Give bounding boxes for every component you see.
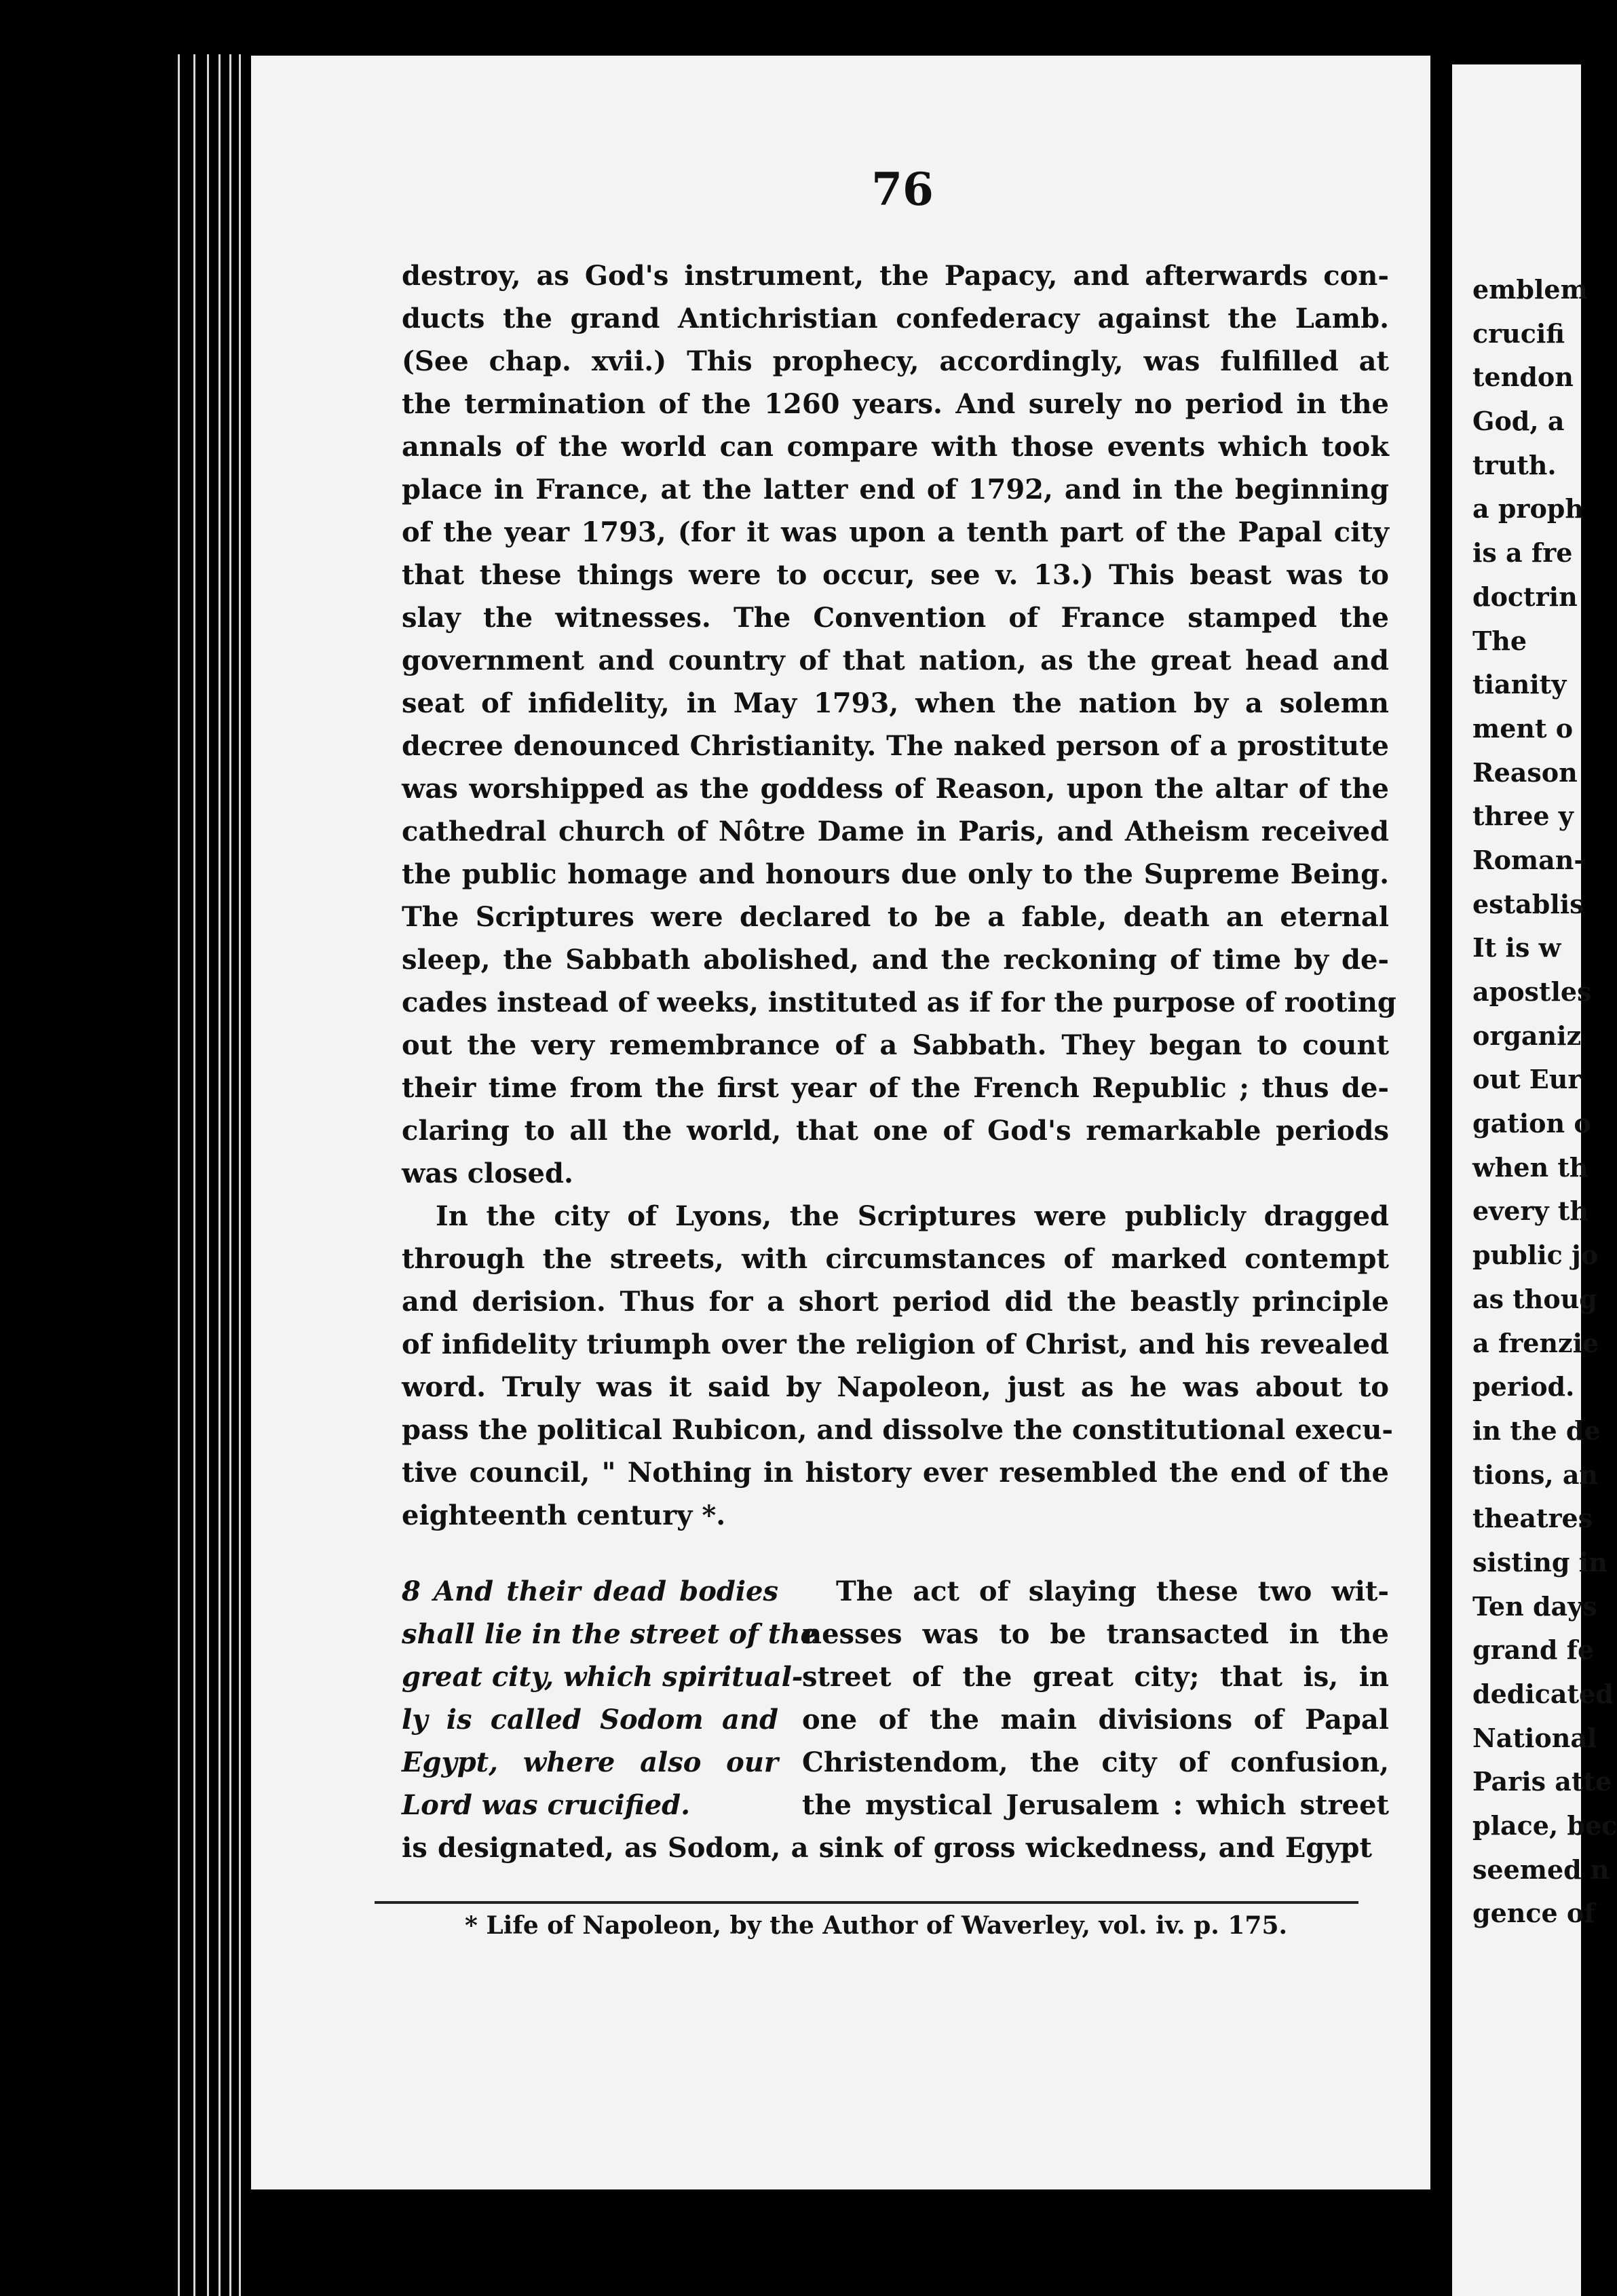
facing-line: tianity xyxy=(1472,669,1567,700)
paragraph-1 xyxy=(402,254,1396,1195)
text-line: that these things were to occur, see v. 13.) This beast was to xyxy=(402,559,1389,591)
facing-line: tions, an xyxy=(1472,1459,1599,1490)
commentary-line: the mystical Jerusalem : which street xyxy=(802,1789,1389,1821)
facing-line: Paris atte xyxy=(1472,1766,1612,1797)
text-line: the termination of the 1260 years. And surely no period in the xyxy=(402,388,1389,420)
text-line: destroy, as God's instrument, the Papacy, and afterwards con- xyxy=(402,260,1389,292)
facing-line: every th xyxy=(1472,1195,1589,1227)
commentary-line: The act of slaying these two wit- xyxy=(836,1575,1389,1607)
facing-line: organiz xyxy=(1472,1020,1582,1051)
verse-line: Egypt, where also our xyxy=(402,1746,778,1778)
text-line: place in France, at the latter end of 1792, and in the beginning xyxy=(402,474,1389,505)
facing-line: in the de xyxy=(1472,1415,1601,1446)
text-line: the public homage and honours due only to the Supreme Being. xyxy=(402,858,1389,890)
facing-line: dedicated xyxy=(1472,1679,1614,1709)
facing-page-text xyxy=(1472,268,1617,1936)
facing-line: out Eur xyxy=(1472,1064,1582,1095)
verse-line: shall lie in the street of the xyxy=(402,1618,818,1650)
commentary-line: nesses was to be transacted in the xyxy=(802,1618,1389,1650)
commentary xyxy=(802,1570,1389,1826)
commentary-line: Christendom, the city of confusion, xyxy=(802,1746,1389,1778)
verse-line: Lord was crucified. xyxy=(402,1789,691,1821)
commentary-line: street of the great city; that is, in xyxy=(802,1661,1389,1693)
facing-line: a frenzie xyxy=(1472,1327,1599,1358)
text-line: In the city of Lyons, the Scriptures were publicly dragged xyxy=(436,1200,1389,1232)
text-line: The Scriptures were declared to be a fable, death an eternal xyxy=(402,901,1389,933)
text-line: pass the political Rubicon, and dissolve the constitutional execu- xyxy=(402,1414,1393,1446)
facing-line: theatres xyxy=(1472,1503,1593,1534)
text-line: and derision. Thus for a short period did the beastly principle xyxy=(402,1286,1389,1318)
facing-line: as thoug xyxy=(1472,1283,1597,1314)
verse-line: ly is called Sodom and xyxy=(402,1704,778,1736)
main-text xyxy=(402,254,1396,1537)
facing-line: public jo xyxy=(1472,1240,1599,1271)
text-line: slay the witnesses. The Convention of France stamped the xyxy=(402,602,1389,634)
facing-line: emblem xyxy=(1472,274,1588,305)
commentary-continuation xyxy=(402,1826,1372,1869)
page-number: 76 xyxy=(871,163,934,216)
text-line: out the very remembrance of a Sabbath. They began to count xyxy=(402,1029,1389,1061)
facing-line: when th xyxy=(1472,1151,1589,1183)
text-line: decree denounced Christianity. The naked person of a prostitute xyxy=(402,730,1389,762)
text-line: claring to all the world, that one of God's remarkable periods xyxy=(402,1115,1389,1147)
scripture-verse xyxy=(402,1570,818,1826)
facing-line: truth. xyxy=(1472,449,1557,480)
text-line: of infidelity triumph over the religion of Christ, and his revealed xyxy=(402,1328,1389,1360)
facing-line: period. xyxy=(1472,1371,1575,1402)
page-edge-line xyxy=(193,54,195,2296)
text-line: is designated, as Sodom, a sink of gross wickedness, and Egypt xyxy=(402,1832,1372,1864)
facing-line: gation o xyxy=(1472,1108,1591,1139)
facing-line: ment o xyxy=(1472,712,1574,744)
text-line: was closed. xyxy=(402,1157,573,1189)
page-edge-line xyxy=(178,54,180,2296)
facing-line: a proph xyxy=(1472,493,1584,524)
facing-line: is a fre xyxy=(1472,537,1573,569)
facing-line: grand fe xyxy=(1472,1634,1595,1666)
facing-line: establis xyxy=(1472,888,1584,919)
verse-section xyxy=(402,1570,1389,1828)
verse-line: 8 And their dead bodies xyxy=(402,1575,778,1607)
text-line: sleep, the Sabbath abolished, and the reckoning of time by de- xyxy=(402,944,1389,976)
facing-line: gence of xyxy=(1472,1898,1595,1929)
facing-line: Ten days xyxy=(1472,1590,1597,1622)
facing-line: crucifi xyxy=(1472,318,1565,349)
commentary-line: one of the main divisions of Papal xyxy=(802,1704,1389,1736)
facing-line: tendon xyxy=(1472,362,1574,393)
text-line: cades instead of weeks, instituted as if for the purpose of rooting xyxy=(402,987,1396,1018)
facing-line: It is w xyxy=(1472,932,1561,963)
text-line: seat of infidelity, in May 1793, when the nation by a solemn xyxy=(402,687,1389,719)
facing-line: seemed n xyxy=(1472,1854,1610,1885)
text-line: (See chap. xvii.) This prophecy, accordingly, was fulfilled at xyxy=(402,345,1389,377)
text-line: was worshipped as the goddess of Reason, upon the altar of the xyxy=(402,773,1389,805)
facing-line: sisting in xyxy=(1472,1546,1608,1577)
facing-page xyxy=(1452,64,1617,2296)
text-line: their time from the first year of the French Republic ; thus de- xyxy=(402,1072,1389,1104)
facing-line: National xyxy=(1472,1722,1597,1753)
facing-line: The xyxy=(1472,625,1527,656)
facing-line: three y xyxy=(1472,801,1574,832)
text-line: ducts the grand Antichristian confederacy against the Lamb. xyxy=(402,303,1389,334)
text-line: government and country of that nation, as the great head and xyxy=(402,645,1389,676)
facing-line: apostles xyxy=(1472,976,1592,1007)
verse-line: great city, which spiritual- xyxy=(402,1661,803,1693)
page-edge-line xyxy=(239,54,241,2296)
page-edge-line xyxy=(207,54,209,2296)
text-line: eighteenth century *. xyxy=(402,1499,726,1531)
page-edge-line xyxy=(218,54,221,2296)
facing-line: doctrin xyxy=(1472,581,1578,612)
footnote: * Life of Napoleon, by the Author of Waverley, vol. iv. p. 175. xyxy=(465,1911,1288,1940)
text-line: of the year 1793, (for it was upon a tenth part of the Papal city xyxy=(402,516,1389,548)
text-line: annals of the world can compare with those events which took xyxy=(402,431,1389,463)
facing-line: Roman- xyxy=(1472,844,1585,875)
text-line: word. Truly was it said by Napoleon, just as he was about to xyxy=(402,1371,1389,1403)
text-line: through the streets, with circumstances of marked contempt xyxy=(402,1243,1389,1275)
facing-line: Reason xyxy=(1472,757,1578,788)
facing-line: God, a xyxy=(1472,406,1565,437)
footnote-rule xyxy=(375,1901,1358,1904)
page-edge-line xyxy=(229,54,231,2296)
text-line: tive council, " Nothing in history ever resembled the end of the xyxy=(402,1457,1389,1489)
text-line: cathedral church of Nôtre Dame in Paris, and Atheism received xyxy=(402,816,1389,847)
paragraph-2 xyxy=(402,1195,1393,1537)
facing-line: place, bec xyxy=(1472,1810,1617,1841)
